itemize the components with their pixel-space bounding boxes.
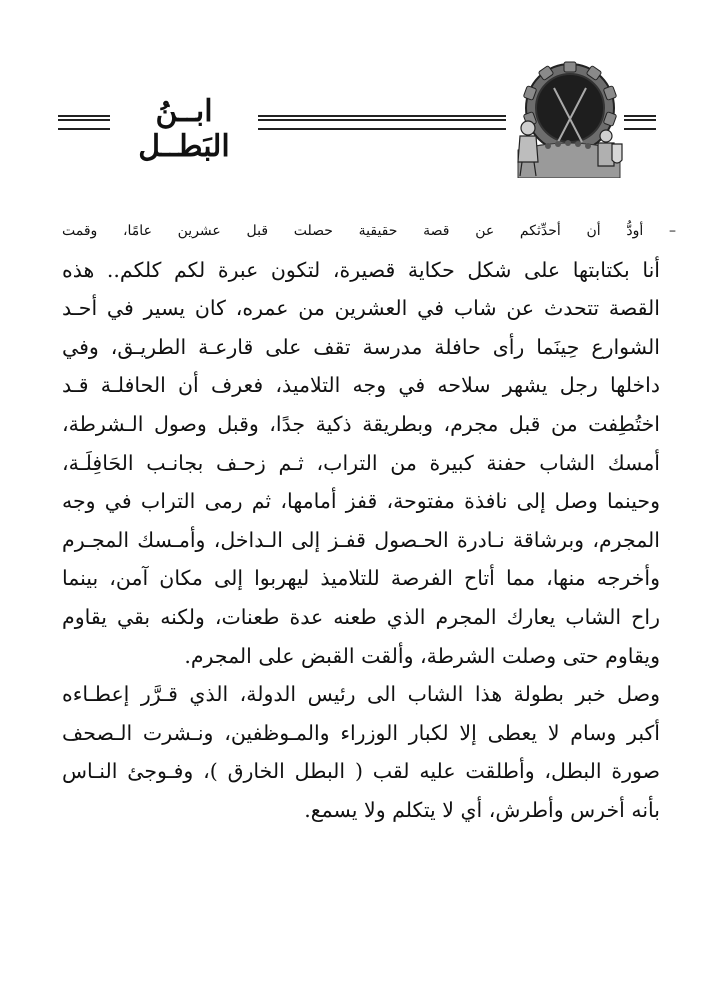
text-line: القصة تتحدث عن شاب في العشرين من عمره، كان يسير في أحـد bbox=[62, 296, 660, 321]
text-line: – أودُّ أن أحدِّثكم عن قصة حقيقية حصلت قبل عشرين عامًا، وقمت bbox=[62, 223, 676, 239]
paragraph bbox=[62, 675, 660, 829]
story-body bbox=[62, 212, 676, 830]
text-line: ويقاوم حتى وصلت الشرطة، وألقت القبض على المجرم. bbox=[184, 643, 660, 668]
text-line: المجرم، وبرشاقة نـادرة الحـصول قفـز إلى الـداخل، وأمـسك المجـرم bbox=[62, 527, 660, 552]
text-line: وأخرجه منها، مما أتاح الفرصة للتلاميذ ليهربوا إلى مكان آمن، بينما bbox=[62, 566, 660, 591]
arena-gate-illustration bbox=[508, 58, 624, 178]
text-line: أمسك الشاب حفنة كبيرة من التراب، ثـم زحـف بجانـب الحَافِلَـة، bbox=[62, 450, 660, 475]
chapter-title: ابــنُ البَطــل bbox=[138, 94, 230, 164]
text-line: بأنه أخرس وأطرش، أي لا يتكلم ولا يسمع. bbox=[304, 797, 660, 822]
decorative-rule-right bbox=[624, 115, 656, 130]
text-line: وحينما وصل إلى نافذة مفتوحة، قفز أمامها، ثم رمى التراب في وجه bbox=[62, 489, 660, 514]
text-line: راح الشاب يعارك المجرم الذي طعنه عدة طعنات، ولكنه بقي يقاوم bbox=[62, 604, 660, 629]
text-line: الشوارع حِينَما رأى حافلة مدرسة تقف على قارعـة الطريـق، وفي bbox=[62, 334, 660, 359]
text-line: وصل خبر بطولة هذا الشاب الى رئيس الدولة، الذي قـرَّر إعطـاءه bbox=[62, 682, 660, 707]
chapter-header bbox=[0, 58, 720, 178]
text-line: اختُطِفت من قبل مجرم، وبطريقة ذكية جدًا، وقبل وصول الـشرطة، bbox=[62, 411, 660, 436]
text-line: داخلها رجل يشهر سلاحه في وجه التلاميذ، فعرف أن الحافلـة قـد bbox=[62, 373, 660, 398]
text-line: صورة البطل، وأطلقت عليه لقب ( البطل الخارق )، وفـوجئ النـاس bbox=[62, 759, 660, 784]
text-line: أكبر وسام لا يعطى إلا لكبار الوزراء والمـوظفين، ونـشرت الـصحف bbox=[62, 720, 660, 745]
text-line: أنا بكتابتها على شكل حكاية قصيرة، لتكون عبرة لكم كلكم.. هذه bbox=[62, 257, 660, 282]
decorative-rule-left bbox=[58, 115, 110, 130]
paragraph bbox=[62, 212, 676, 675]
decorative-rule-middle bbox=[258, 115, 506, 130]
